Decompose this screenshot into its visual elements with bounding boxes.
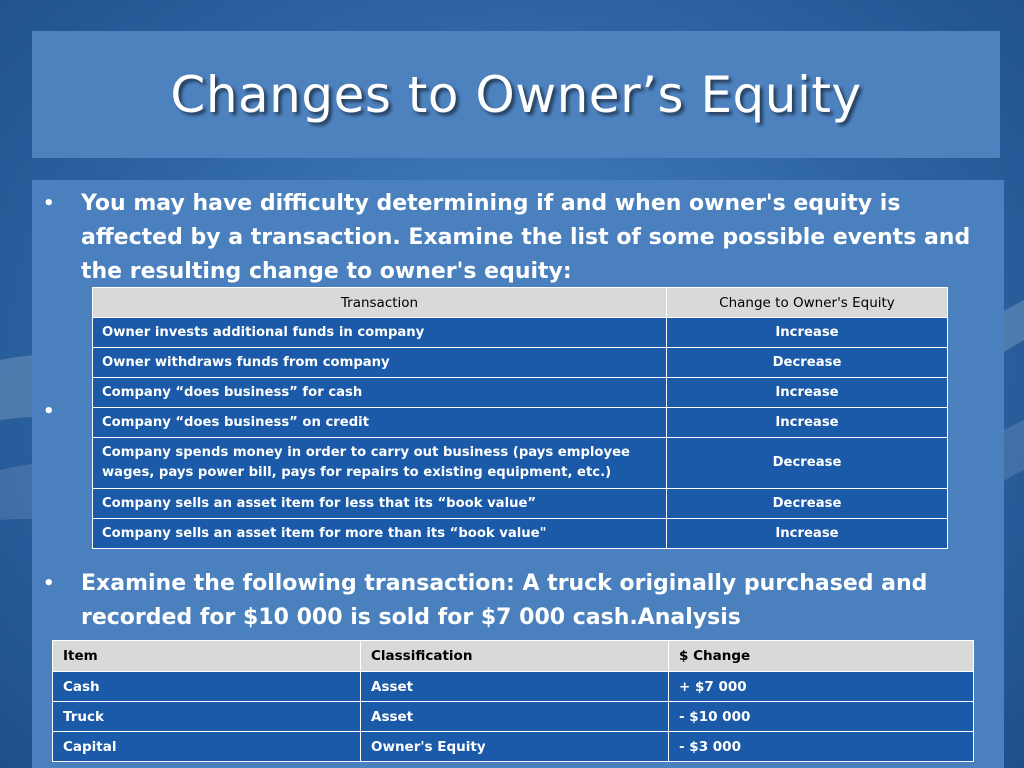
change-cell: Increase xyxy=(667,519,948,549)
change-cell: Decrease xyxy=(667,348,948,378)
table-row xyxy=(53,702,974,732)
table-row xyxy=(93,408,948,438)
classification-cell: Asset xyxy=(361,702,669,732)
table-row xyxy=(93,489,948,519)
dollar-change-cell: - $10 000 xyxy=(669,702,974,732)
bullet-example xyxy=(43,567,1001,635)
table-header-row xyxy=(53,641,974,672)
table-row xyxy=(93,318,948,348)
title-band xyxy=(32,31,1000,158)
change-cell: Increase xyxy=(667,378,948,408)
change-cell: Decrease xyxy=(667,489,948,519)
table-row xyxy=(93,519,948,549)
transaction-cell: Company sells an asset item for more than its “book value" xyxy=(93,519,667,549)
table-row xyxy=(53,672,974,702)
table-row xyxy=(53,732,974,762)
classification-cell: Asset xyxy=(361,672,669,702)
table-row xyxy=(93,438,948,489)
bullet-dot: • xyxy=(43,573,55,594)
header-item: Item xyxy=(53,641,361,672)
item-cell: Capital xyxy=(53,732,361,762)
item-cell: Truck xyxy=(53,702,361,732)
header-dollar-change: $ Change xyxy=(669,641,974,672)
dollar-change-cell: + $7 000 xyxy=(669,672,974,702)
transaction-cell: Company sells an asset item for less that its “book value” xyxy=(93,489,667,519)
header-classification: Classification xyxy=(361,641,669,672)
truck-analysis-table xyxy=(52,640,974,762)
change-cell: Increase xyxy=(667,408,948,438)
bullet-dot: • xyxy=(43,193,55,214)
bullet-intro xyxy=(43,187,981,289)
classification-cell: Owner's Equity xyxy=(361,732,669,762)
change-cell: Increase xyxy=(667,318,948,348)
transaction-cell: Company “does business” for cash xyxy=(93,378,667,408)
table-row xyxy=(93,378,948,408)
table-header-row xyxy=(93,288,948,318)
header-change: Change to Owner's Equity xyxy=(667,288,948,318)
transaction-cell: Company spends money in order to carry out business (pays employee wages, pays power bill, pays for repairs to existing equipment, etc.) xyxy=(93,438,667,489)
dollar-change-cell: - $3 000 xyxy=(669,732,974,762)
bullet-dot: • xyxy=(43,401,55,422)
equity-changes-table xyxy=(92,287,948,549)
header-transaction: Transaction xyxy=(93,288,667,318)
table-row xyxy=(93,348,948,378)
transaction-cell: Company “does business” on credit xyxy=(93,408,667,438)
transaction-cell: Owner withdraws funds from company xyxy=(93,348,667,378)
bullet-example-text: Examine the following transaction: A truck originally purchased and recorded for $10 000 is sold for $7 000 cash.Analysis xyxy=(81,571,928,630)
item-cell: Cash xyxy=(53,672,361,702)
transaction-cell: Owner invests additional funds in company xyxy=(93,318,667,348)
slide-title: Changes to Owner’s Equity xyxy=(170,65,862,124)
change-cell: Decrease xyxy=(667,438,948,489)
bullet-intro-text: You may have difficulty determining if and when owner's equity is affected by a transaction. Examine the list of some possible events and the resulting change to owner's equity: xyxy=(81,191,971,284)
